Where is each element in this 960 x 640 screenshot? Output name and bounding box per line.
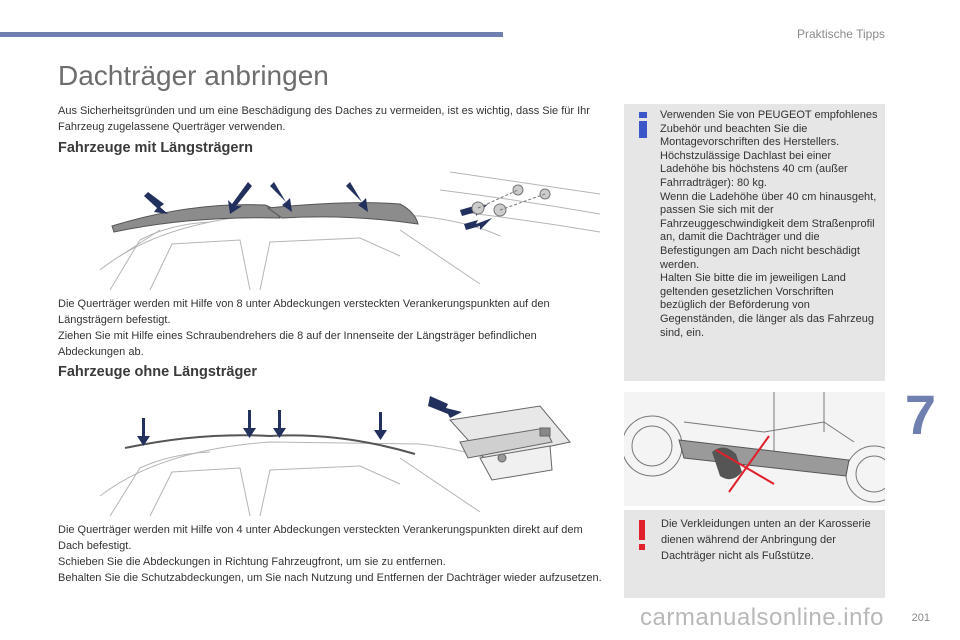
section2-paragraph: Behalten Sie die Schutzabdeckungen, um Sie nach Nutzung und Entfernen der Dachträger wieder aufzusetzen. [58, 572, 602, 584]
exclamation-icon [638, 520, 646, 550]
page-number: 201 [911, 612, 930, 624]
intro-text: Aus Sicherheitsgründen und um eine Beschädigung des Daches zu vermeiden, ist es wichtig, dass Sie für Ihr Fahrzeug zugelassene Querträger verwenden. [58, 105, 590, 133]
section1-text [58, 296, 606, 360]
section2-paragraph: Die Querträger werden mit Hilfe von 4 unter Abdeckungen versteckten Verankerungspunkten direkt auf dem Dach befestigt. [58, 524, 583, 552]
page-title: Dachträger anbringen [58, 60, 329, 91]
section-heading-without-rails: Fahrzeuge ohne Längsträger [58, 364, 258, 380]
info-icon [636, 112, 650, 138]
roof-rail-left [112, 205, 280, 232]
roof-edge-line [125, 435, 415, 454]
section2-paragraph: Schieben Sie die Abdeckungen in Richtung Fahrzeugfront, um sie zu entfernen. [58, 556, 446, 568]
warning-box [624, 510, 885, 598]
roof-rails-illustration [100, 160, 605, 292]
header-bar [0, 32, 503, 37]
anchor-points [472, 185, 550, 216]
roof-cover-detail [450, 406, 570, 480]
section-label: Praktische Tipps [796, 27, 885, 41]
watermark: carmanualsonline.info [640, 604, 884, 631]
section1-paragraph: Die Querträger werden mit Hilfe von 8 unter Abdeckungen versteckten Verankerungspunkten auf den Längsträgern befestigt. [58, 298, 550, 326]
chapter-number: 7 [904, 383, 936, 446]
section1-paragraph: Ziehen Sie mit Hilfe eines Schraubendrehers die 8 auf der Innenseite der Längsträger befindlichen Abdeckungen ab. [58, 330, 537, 358]
info-text: Verwenden Sie von PEUGEOT empfohlenes Zubehör und beachten Sie die Montagevorschriften des Herstellers. Höchstzulässige Dachlast bei einer Ladehöhe bis höchstens 40 cm (außer Fahrradträger): 80 kg. Wenn die Ladehöhe über 40 cm hinausgeht, passen Sie sich mit der Fahrzeuggeschwindigkeit dem Straßenprofil an, damit die Dachträger und die Befestigungen am Dach nicht beschädigt werden. Halten Sie bitte die im jeweiligen Land geltenden gesetzlichen Vorschriften bezüglich der Beförderung von Gegenständen, die länger als das Fahrzeug sind, ein. [660, 109, 878, 339]
section2-text [58, 522, 606, 586]
side-skirt-photo [624, 392, 885, 506]
roof-no-rails-illustration [100, 392, 605, 517]
section-heading-with-rails: Fahrzeuge mit Längsträgern [58, 140, 253, 156]
info-box [624, 104, 885, 381]
warning-text: Die Verkleidungen unten an der Karosserie dienen während der Anbringung der Dachträger nicht als Fußstütze. [661, 518, 871, 562]
